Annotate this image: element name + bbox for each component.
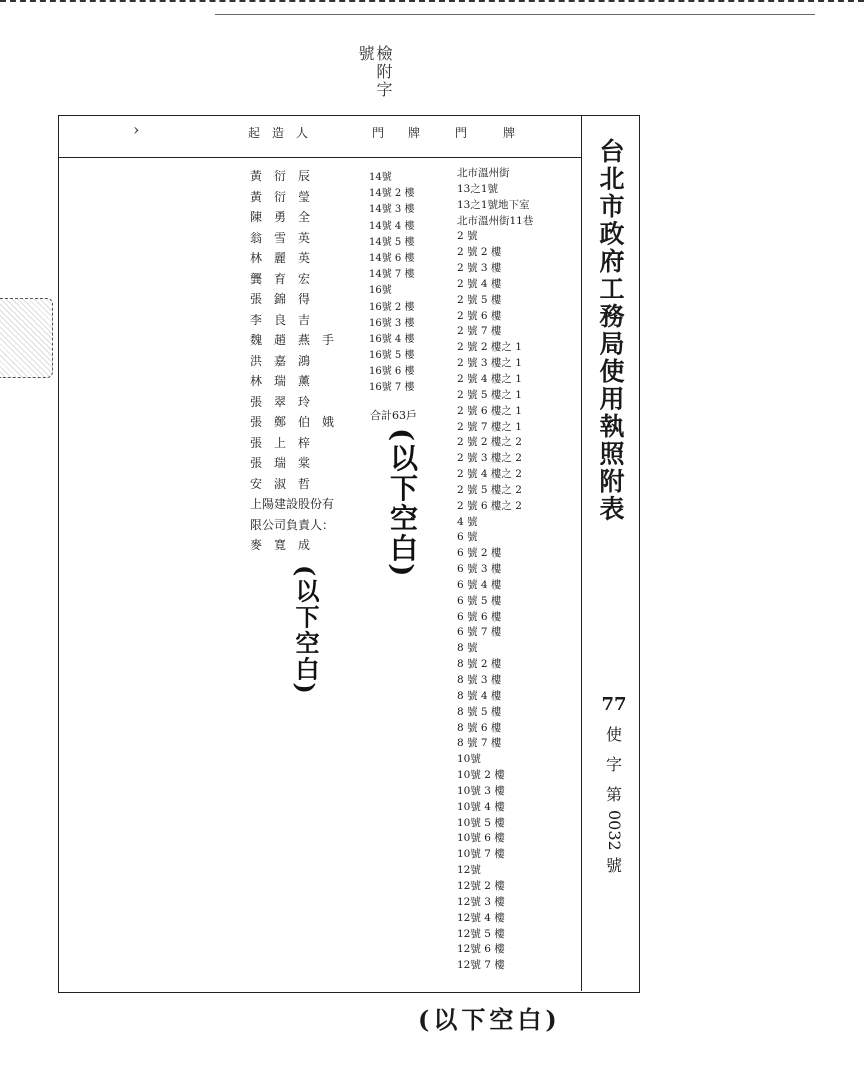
address-row: 8 號 4 樓 [457, 689, 502, 702]
number-row: 14號 2 樓 [369, 188, 415, 200]
address-row: 2 號 [457, 230, 478, 243]
stamp: 檢附字號 [356, 45, 393, 99]
address-row: 13之1號地下室 [457, 198, 530, 211]
address-row: 13之1號 [457, 182, 499, 195]
address-row: 6 號 3 樓 [457, 563, 502, 576]
address-row: 2 號 3 樓之 1 [457, 357, 522, 370]
license-number: 77 [601, 694, 627, 715]
document-title: 台北市政府工務局使用執照附表 [596, 138, 625, 523]
number-row: 16號 4 樓 [369, 333, 415, 345]
total-count: 合計63戶 [370, 409, 417, 422]
address-row: 10號 5 樓 [457, 816, 505, 829]
owner-row: 洪 嘉 鴻 [250, 353, 311, 368]
address-row: 10號 2 樓 [457, 769, 505, 782]
address-row: 10號 7 樓 [457, 848, 505, 861]
title-divider [581, 115, 582, 991]
address-row: 2 號 2 樓之 2 [457, 436, 522, 449]
owner-row: 陳 勇 全 [250, 210, 311, 224]
owner-row: 上陽建設股份有 [250, 497, 335, 511]
owner-row: 限公司負責人： [250, 517, 335, 532]
address-row: 8 號 6 樓 [457, 721, 502, 734]
address-row: 10號 6 樓 [457, 832, 505, 845]
address-row: 10號 4 樓 [457, 800, 505, 813]
owner-row: 龔 育 宏 [250, 271, 311, 286]
header-address: 門 牌 [455, 126, 516, 140]
table-frame [58, 115, 640, 993]
address-row: 8 號 7 樓 [457, 737, 502, 750]
address-row: 6 號 6 樓 [457, 610, 502, 623]
address-row: 12號 2 樓 [457, 879, 505, 892]
address-row: 北市溫州街11巷 [457, 214, 534, 227]
blank-mark-middle: (以下空白) [386, 428, 419, 579]
address-row: 2 號 4 樓之 1 [457, 372, 522, 385]
address-row: 12號 3 樓 [457, 895, 505, 908]
number-row: 16號 7 樓 [369, 382, 415, 394]
address-list [457, 166, 533, 974]
owner-row: 麥 寬 成 [250, 538, 311, 552]
address-row: 8 號 5 樓 [457, 705, 502, 718]
number-row: 14號 3 樓 [369, 204, 415, 216]
number-row: 14號 4 樓 [369, 220, 415, 232]
address-row: 10號 [457, 753, 481, 766]
owner-row: 安 淑 哲 [250, 476, 311, 491]
license-prefix: 使 字 第 [605, 725, 622, 804]
address-row: 2 號 5 樓之 1 [457, 388, 522, 401]
owner-row: 黃 衍 瑩 [250, 189, 311, 204]
number-row: 14號 5 樓 [369, 236, 415, 248]
address-row: 2 號 6 樓之 1 [457, 404, 522, 417]
owner-row: 張 錦 得 [250, 292, 311, 306]
owner-row: 魏 趙 燕 手 [250, 333, 335, 347]
header-rule [58, 157, 581, 158]
address-row: 6 號 7 樓 [457, 626, 502, 639]
owner-row: 張 翠 玲 [250, 394, 311, 409]
address-row: 12號 5 樓 [457, 927, 505, 940]
blank-mark-bottom: (以下空白) [418, 1005, 561, 1034]
address-row: 6 號 2 樓 [457, 547, 502, 560]
address-row: 2 號 2 樓 [457, 246, 502, 259]
number-row: 14號 6 樓 [369, 252, 415, 264]
number-list [369, 170, 414, 397]
number-row: 16號 5 樓 [369, 350, 415, 362]
address-row: 2 號 2 樓之 1 [457, 341, 522, 354]
owner-list [250, 166, 334, 556]
address-row: 6 號 4 樓 [457, 578, 502, 591]
owner-row: 林 麗 英 [250, 251, 311, 265]
address-row: 12號 6 樓 [457, 943, 505, 956]
address-row: 2 號 4 樓之 2 [457, 468, 522, 481]
owner-row: 林 瑞 薰 [250, 374, 311, 388]
top-border-dashes [0, 0, 864, 4]
header-number: 門 牌 [372, 126, 421, 140]
address-row: 4 號 [457, 515, 478, 528]
address-row: 2 號 5 樓 [457, 293, 502, 306]
license-serial: 0032 [605, 810, 624, 851]
license-number-block [598, 690, 630, 881]
address-row: 12號 [457, 864, 481, 877]
address-row: 8 號 3 樓 [457, 674, 502, 686]
license-suffix: 號 [605, 855, 622, 875]
address-row: 8 號 2 樓 [457, 658, 502, 671]
pen-mark: › [133, 120, 140, 139]
address-row: 2 號 7 樓 [457, 325, 502, 338]
owner-row: 黃 衍 辰 [250, 169, 311, 183]
owner-row: 張 瑞 棠 [250, 456, 311, 470]
top-rule [215, 14, 815, 15]
address-row: 12號 4 樓 [457, 911, 505, 924]
owner-row: 李 良 吉 [250, 312, 311, 327]
address-row: 2 號 6 樓 [457, 309, 502, 322]
address-row: 6 號 5 樓 [457, 594, 502, 607]
number-row: 16號 [369, 285, 392, 297]
owner-row: 張 鄭 伯 娥 [250, 415, 335, 429]
number-row: 16號 6 樓 [369, 366, 415, 378]
address-row: 6 號 [457, 531, 478, 544]
owner-row: 張 上 梓 [250, 435, 311, 450]
number-row: 14號 [369, 172, 392, 183]
number-row: 16號 2 樓 [369, 301, 415, 313]
address-row: 2 號 3 樓 [457, 262, 502, 275]
address-row: 2 號 4 樓 [457, 277, 502, 290]
address-row: 2 號 3 樓之 2 [457, 452, 522, 465]
address-row: 2 號 5 樓之 2 [457, 483, 522, 496]
number-row: 16號 3 樓 [369, 317, 415, 329]
address-row: 12號 7 樓 [457, 959, 505, 972]
address-row: 2 號 6 樓之 2 [457, 499, 522, 512]
address-row: 2 號 7 樓之 1 [457, 420, 522, 433]
header-owner: 起 造 人 [248, 126, 309, 140]
owner-row: 翁 雪 英 [250, 230, 311, 245]
blank-mark-left: (以下空白) [291, 565, 320, 696]
binding-hole-smudge [0, 298, 53, 378]
address-row: 8 號 [457, 642, 478, 655]
address-row: 10號 3 樓 [457, 784, 505, 797]
number-row: 14號 7 樓 [369, 269, 415, 281]
address-row: 北市溫州街 [457, 167, 510, 179]
